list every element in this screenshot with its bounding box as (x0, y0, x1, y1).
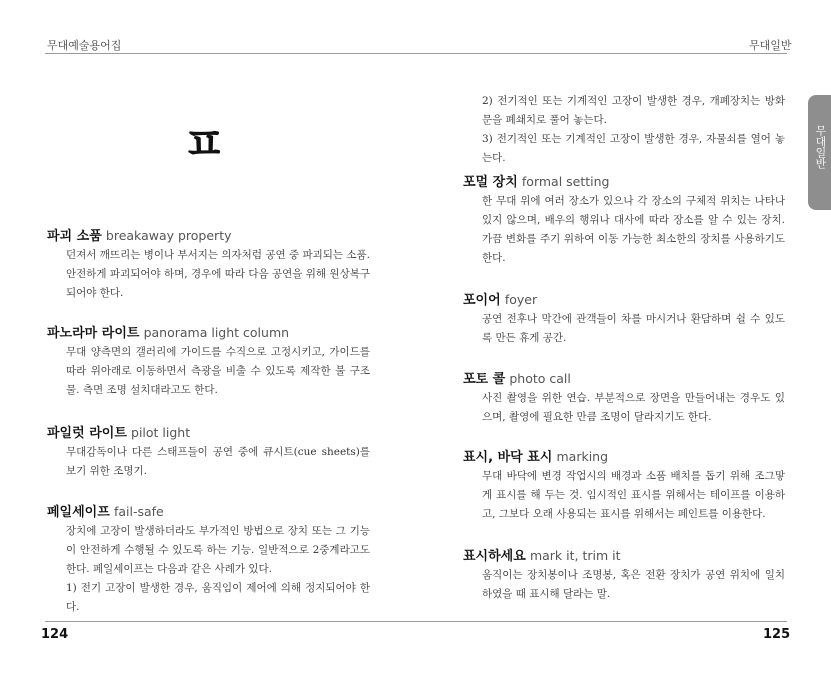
definition-line: 던져서 깨뜨리는 병이나 부서지는 의자처럼 공연 중 파괴되는 소품. 안전하게 파괴되어야 하며, 경우에 따라 다음 공연을 위해 원상복구되어야 한다. (66, 249, 370, 299)
term-english: pilot light (131, 425, 191, 440)
term-english: formal setting (521, 174, 610, 189)
entry-fail-safe-continued (463, 92, 785, 168)
entry-definition (66, 343, 370, 400)
entry-term (47, 424, 370, 443)
side-tab-label: 무대일반 (814, 125, 827, 169)
entry-definition (482, 192, 785, 268)
entry-breakaway-property (47, 227, 370, 303)
definition-line: 무대 양측면의 갤러리에 가이드를 수직으로 고정시키고, 가이드를 따라 위아래로 이동하면서 측광을 비출 수 있도록 제작한 불 구조물. 측면 조명 설치대라고도 한다. (66, 346, 370, 396)
top-rule (45, 53, 787, 54)
definition-line: 2) 전기적인 또는 기계적인 고장이 발생한 경우, 개폐장치는 방화문을 폐쇄치로 풀어 놓는다. (482, 95, 785, 126)
entry-term (463, 448, 785, 467)
term-korean: 포멀 장치 (463, 175, 518, 190)
entry-photo-call (463, 370, 785, 427)
entry-definition (66, 246, 370, 303)
definition-line: 장치에 고장이 발생하더라도 부가적인 방법으로 장치 또는 그 기능이 안전하게 수행될 수 있도록 하는 기능. 일반적으로 2중계라고도 한다. 페일세이프는 다음과 같은 사례가 있다. (66, 525, 370, 575)
term-english: panorama light column (143, 325, 290, 340)
section-letter: ㅍ (182, 117, 229, 171)
definition-line: 한 무대 위에 여러 장소가 있으나 각 장소의 구체적 위치는 나타나 있지 않으며, 배우의 행위나 대사에 따라 장소를 알 수 있는 장치. 가끔 변화를 주기 위하여 이동 가능한 최소한의 장치를 사용하기도 한다. (482, 195, 785, 264)
page-number-right: 125 (763, 627, 791, 642)
entry-term (463, 370, 785, 389)
entry-definition (482, 92, 785, 168)
definition-line: 공연 전후나 막간에 관객들이 차를 마시거나 환담하며 쉴 수 있도록 만든 휴게 공간. (482, 313, 785, 344)
definition-line: 3) 전기적인 또는 기계적인 고장이 발생한 경우, 자물쇠를 열어 놓는다. (482, 133, 785, 164)
entry-pilot-light (47, 424, 370, 481)
entry-marking (463, 448, 785, 524)
book-title: 무대예술용어집 (47, 39, 122, 52)
entry-mark-it (463, 547, 785, 604)
definition-line: 움직이는 장치봉이나 조명봉, 혹은 전환 장치가 공연 위치에 일치하였을 때 표시해 달라는 말. (482, 569, 785, 600)
definition-line: 무대 바닥에 변경 작업시의 배경과 소품 배치를 돕기 위해 조그맣게 표시를 해 두는 것. 임시적인 표시를 위해서는 테이프를 이용하고, 그보다 오래 사용되는 표시를 위해서는 페인트를 이용한다. (482, 470, 785, 520)
term-korean: 파괴 소품 (47, 229, 102, 244)
entry-term (47, 227, 370, 246)
entry-term (463, 291, 785, 310)
term-korean: 표시, 바닥 표시 (463, 450, 553, 465)
term-english: breakaway property (105, 228, 232, 243)
entry-term (47, 324, 370, 343)
entry-definition (66, 443, 370, 481)
entry-definition (482, 566, 785, 604)
term-korean: 포토 콜 (463, 372, 506, 387)
term-english: mark it, trim it (529, 548, 621, 563)
entry-term (463, 173, 785, 192)
entry-formal-setting (463, 173, 785, 268)
entry-definition (482, 310, 785, 348)
definition-line: 무대감독이나 다른 스태프들이 공연 중에 큐시트(cue sheets)를 보기 위한 조명기. (66, 446, 370, 477)
term-english: marking (556, 449, 609, 464)
definition-line: 사진 촬영을 위한 연습. 부분적으로 장면을 만들어내는 경우도 있으며, 촬영에 필요한 만큼 조명이 달라지기도 한다. (482, 392, 785, 423)
entry-term (47, 503, 370, 522)
term-english: photo call (509, 371, 571, 386)
chapter-title: 무대일반 (749, 39, 792, 52)
bottom-rule (45, 621, 787, 622)
entry-term (463, 547, 785, 566)
term-korean: 파일럿 라이트 (47, 426, 127, 441)
entry-fail-safe (47, 503, 370, 617)
term-english: foyer (504, 292, 538, 307)
page-number-left: 124 (41, 627, 69, 642)
entry-foyer (463, 291, 785, 348)
term-korean: 표시하세요 (463, 549, 526, 564)
entry-definition (66, 522, 370, 617)
term-english: fail-safe (113, 504, 164, 519)
term-korean: 페일세이프 (47, 505, 110, 520)
term-korean: 포이어 (463, 293, 501, 308)
term-korean: 파노라마 라이트 (47, 326, 140, 341)
entry-definition (482, 467, 785, 524)
definition-line: 1) 전기 고장이 발생한 경우, 움직임이 제어에 의해 정지되어야 한다. (66, 582, 370, 613)
entry-panorama-light-column (47, 324, 370, 400)
chapter-side-tab[interactable] (808, 95, 831, 210)
entry-definition (482, 389, 785, 427)
